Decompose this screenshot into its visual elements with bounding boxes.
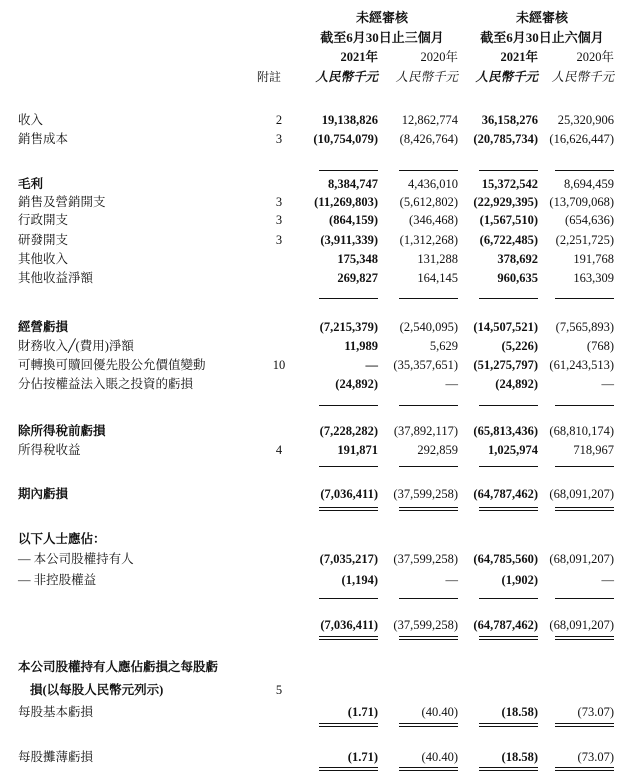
underline — [479, 466, 538, 467]
row-value-col1: (7,035,217) — [319, 552, 378, 566]
underline — [399, 598, 458, 599]
underline — [555, 598, 614, 599]
underline — [319, 405, 378, 406]
double-underline — [555, 636, 614, 637]
row-label: 毛利 — [18, 177, 44, 191]
row-value-col2: (8,426,764) — [399, 132, 458, 146]
row-label: 分佔按權益法入賬之投資的虧損 — [18, 377, 194, 391]
row-value-col1: (7,036,411) — [320, 487, 378, 501]
row-value-col2: (1,312,268) — [399, 233, 458, 247]
row-value-col1: (7,228,282) — [319, 424, 378, 438]
year-header-4: 2020年 — [576, 50, 614, 64]
row-value-col2: — — [445, 377, 458, 391]
double-underline — [555, 639, 614, 640]
row-value-col4: (68,091,207) — [549, 487, 614, 501]
underline — [555, 170, 614, 171]
row-value-col4: 25,320,906 — [557, 113, 614, 127]
double-underline — [399, 639, 458, 640]
row-value-col2: — — [445, 573, 458, 587]
row-note: 3 — [275, 132, 283, 146]
row-label: 所得稅收益 — [18, 443, 81, 457]
row-label: 可轉換可贖回優先股公允價值變動 — [18, 358, 206, 372]
row-label: 以下人士應佔： — [18, 532, 106, 546]
row-value-col4: 163,309 — [573, 271, 614, 285]
row-value-col4: (73.07) — [577, 705, 614, 719]
underline — [479, 598, 538, 599]
row-value-col2: (35,357,651) — [393, 358, 458, 372]
double-underline — [479, 507, 538, 508]
row-value-col4: 191,768 — [573, 252, 614, 266]
row-value-col1: (7,215,379) — [319, 320, 378, 334]
row-value-col3: (6,722,485) — [479, 233, 538, 247]
double-underline — [555, 507, 614, 508]
double-underline — [319, 639, 378, 640]
double-underline — [399, 726, 458, 727]
row-value-col1: (1.71) — [347, 705, 378, 719]
year-header-1: 2021年 — [340, 50, 378, 64]
row-value-col1: 11,989 — [344, 339, 378, 353]
underline — [555, 298, 614, 299]
row-value-col2: (346,468) — [409, 213, 458, 227]
double-underline — [319, 507, 378, 508]
row-value-col2: (5,612,802) — [399, 195, 458, 209]
row-value-col4: — — [601, 573, 614, 587]
underline — [479, 298, 538, 299]
row-value-col2: (37,599,258) — [393, 618, 458, 632]
double-underline — [479, 726, 538, 727]
row-value-col4: (16,626,447) — [549, 132, 614, 146]
row-value-col3: 960,635 — [497, 271, 538, 285]
row-label: 其他收益淨額 — [18, 271, 94, 285]
row-value-col2: (2,540,095) — [399, 320, 458, 334]
row-note: 10 — [272, 358, 286, 372]
row-note: 4 — [275, 443, 283, 457]
row-value-col3: (18.58) — [501, 705, 538, 719]
double-underline — [479, 767, 538, 768]
row-label: 本公司股權持有人應佔虧損之每股虧 — [18, 660, 219, 674]
double-underline — [479, 510, 538, 511]
row-label: 每股基本虧損 — [18, 705, 94, 719]
row-value-col1: (24,892) — [335, 377, 378, 391]
group-a-subtitle: 截至6月30日止三個月 — [320, 30, 444, 45]
row-value-col3: (20,785,734) — [473, 132, 538, 146]
double-underline — [399, 510, 458, 511]
unit-header-4: 人民幣千元 — [551, 70, 614, 84]
row-value-col1: 191,871 — [337, 443, 378, 457]
row-value-col3: (1,902) — [501, 573, 538, 587]
row-label: 損(以每股人民幣元列示) — [30, 683, 164, 697]
row-value-col3: (51,275,797) — [473, 358, 538, 372]
underline — [555, 405, 614, 406]
row-value-col3: (14,507,521) — [473, 320, 538, 334]
row-label: 銷售及營銷開支 — [18, 195, 106, 209]
row-value-col4: — — [601, 377, 614, 391]
row-value-col3: (24,892) — [495, 377, 538, 391]
underline — [399, 466, 458, 467]
row-label: 期內虧損 — [18, 487, 69, 501]
row-value-col4: (654,636) — [565, 213, 614, 227]
row-label: — 非控股權益 — [18, 573, 97, 587]
row-note: 3 — [275, 195, 283, 209]
double-underline — [399, 767, 458, 768]
row-value-col2: 4,436,010 — [408, 177, 458, 191]
row-value-col4: (61,243,513) — [549, 358, 614, 372]
row-note: 5 — [275, 683, 283, 697]
row-value-col3: 378,692 — [497, 252, 538, 266]
row-value-col4: 718,967 — [573, 443, 614, 457]
row-value-col4: (73.07) — [577, 750, 614, 764]
double-underline — [399, 636, 458, 637]
double-underline — [399, 507, 458, 508]
row-value-col3: (5,226) — [501, 339, 538, 353]
row-note: 3 — [275, 233, 283, 247]
note-header: 附註 — [256, 70, 281, 84]
unit-header-1: 人民幣千元 — [315, 70, 378, 84]
group-a-title: 未經審核 — [355, 10, 408, 25]
row-value-col4: (768) — [586, 339, 614, 353]
double-underline — [555, 723, 614, 724]
row-value-col1: 269,827 — [337, 271, 378, 285]
row-value-col3: (64,785,560) — [473, 552, 538, 566]
unit-header-2: 人民幣千元 — [395, 70, 458, 84]
double-underline — [555, 510, 614, 511]
double-underline — [479, 723, 538, 724]
double-underline — [319, 723, 378, 724]
double-underline — [319, 767, 378, 768]
row-value-col1: (864,159) — [329, 213, 378, 227]
row-value-col2: 131,288 — [417, 252, 458, 266]
year-header-2: 2020年 — [420, 50, 458, 64]
underline — [399, 405, 458, 406]
double-underline — [319, 770, 378, 771]
row-value-col1: — — [365, 358, 378, 372]
unit-header-3: 人民幣千元 — [475, 70, 538, 84]
row-label: 研發開支 — [18, 233, 69, 247]
row-value-col3: (64,787,462) — [473, 487, 538, 501]
row-value-col1: 8,384,747 — [328, 177, 378, 191]
underline — [399, 170, 458, 171]
group-b-subtitle: 截至6月30日止六個月 — [480, 30, 604, 45]
row-label: — 本公司股權持有人 — [18, 552, 134, 566]
double-underline — [479, 639, 538, 640]
row-value-col2: 164,145 — [417, 271, 458, 285]
year-header-3: 2021年 — [500, 50, 538, 64]
row-label: 收入 — [18, 113, 44, 127]
row-value-col2: 12,862,774 — [401, 113, 458, 127]
double-underline — [555, 770, 614, 771]
row-label: 每股攤薄虧損 — [18, 750, 94, 764]
row-note: 3 — [275, 213, 283, 227]
row-value-col4: (2,251,725) — [555, 233, 614, 247]
double-underline — [319, 636, 378, 637]
row-value-col4: (68,091,207) — [549, 618, 614, 632]
underline — [319, 598, 378, 599]
double-underline — [479, 636, 538, 637]
row-value-col4: (7,565,893) — [555, 320, 614, 334]
row-label: 其他收入 — [18, 252, 69, 266]
row-value-col1: (3,911,339) — [320, 233, 378, 247]
row-label: 經營虧損 — [18, 320, 69, 334]
double-underline — [319, 726, 378, 727]
row-value-col3: 36,158,276 — [481, 113, 538, 127]
row-value-col2: (37,599,258) — [393, 552, 458, 566]
row-value-col1: (7,036,411) — [320, 618, 378, 632]
row-value-col4: 8,694,459 — [564, 177, 614, 191]
double-underline — [399, 770, 458, 771]
row-value-col1: (1.71) — [347, 750, 378, 764]
row-value-col1: (1,194) — [341, 573, 378, 587]
underline — [399, 298, 458, 299]
group-b-title: 未經審核 — [515, 10, 568, 25]
row-value-col1: 19,138,826 — [321, 113, 378, 127]
row-value-col3: (65,813,436) — [473, 424, 538, 438]
row-label: 銷售成本 — [18, 132, 69, 146]
row-value-col4: (13,709,068) — [549, 195, 614, 209]
row-value-col3: 15,372,542 — [481, 177, 538, 191]
row-value-col3: 1,025,974 — [488, 443, 538, 457]
row-value-col3: (64,787,462) — [473, 618, 538, 632]
row-value-col1: (11,269,803) — [314, 195, 378, 209]
row-value-col3: (18.58) — [501, 750, 538, 764]
row-value-col4: (68,091,207) — [549, 552, 614, 566]
underline — [319, 298, 378, 299]
underline — [479, 405, 538, 406]
row-value-col3: (1,567,510) — [479, 213, 538, 227]
row-label: 財務收入╱(費用)淨額 — [18, 339, 134, 353]
row-value-col1: 175,348 — [337, 252, 378, 266]
row-value-col4: (68,810,174) — [549, 424, 614, 438]
row-value-col3: (22,929,395) — [473, 195, 538, 209]
underline — [555, 466, 614, 467]
double-underline — [399, 723, 458, 724]
row-value-col1: (10,754,079) — [313, 132, 378, 146]
row-value-col2: (40.40) — [421, 705, 458, 719]
row-label: 行政開支 — [18, 213, 69, 227]
row-note: 2 — [275, 113, 283, 127]
double-underline — [555, 726, 614, 727]
row-value-col2: (37,892,117) — [393, 424, 458, 438]
double-underline — [319, 510, 378, 511]
underline — [319, 170, 378, 171]
row-value-col2: 292,859 — [417, 443, 458, 457]
row-value-col2: (37,599,258) — [393, 487, 458, 501]
underline — [319, 466, 378, 467]
row-value-col2: 5,629 — [429, 339, 458, 353]
row-label: 除所得稅前虧損 — [18, 424, 106, 438]
underline — [479, 170, 538, 171]
double-underline — [555, 767, 614, 768]
row-value-col2: (40.40) — [421, 750, 458, 764]
double-underline — [479, 770, 538, 771]
